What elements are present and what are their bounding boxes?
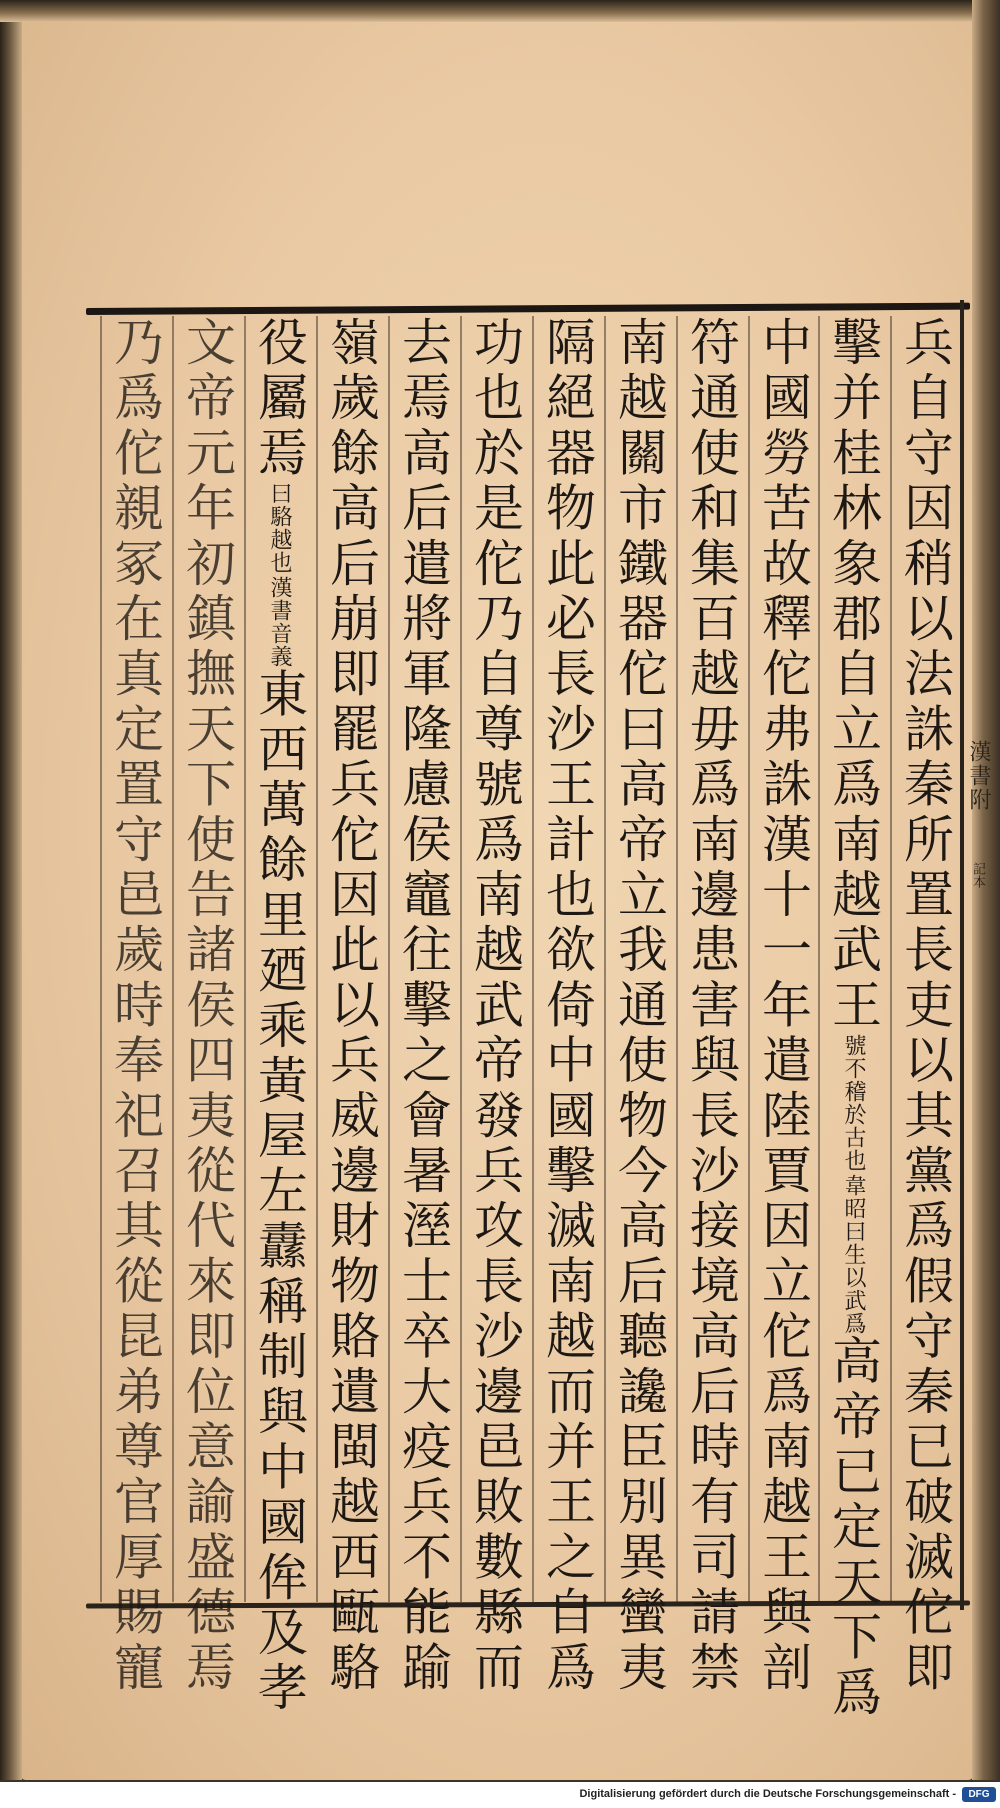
book-spine-edge	[0, 0, 22, 1780]
note-line-left: 曰駱越也	[267, 481, 292, 574]
fold-subtitle: 記本	[970, 862, 985, 888]
text-column-12	[102, 316, 168, 1696]
text-column-3	[750, 316, 816, 1696]
text-column-11	[174, 316, 240, 1696]
column-text: 嶺歲餘高后崩即罷兵佗因此以兵威邊財物賂遺閩越西甌駱	[322, 316, 380, 1696]
note-line-left: 號不稽於古也	[841, 1033, 866, 1172]
column-text: 中國勞苦故釋佗弗誅漢十一年遣陸賈因立佗爲南越王與剖	[754, 316, 812, 1696]
book-top-edge	[0, 0, 1000, 22]
interlinear-note	[264, 482, 294, 668]
frame-right-rule	[960, 300, 964, 1610]
column-text: 隔絕器物此必長沙王計也欲倚中國擊滅南越而并王之自爲	[538, 316, 596, 1696]
text-column-8	[390, 316, 456, 1696]
note-line-right: 韋昭曰生以武爲	[841, 1173, 866, 1335]
column-text-continued: 高帝已定天下爲	[824, 1334, 882, 1722]
column-text-continued: 東西萬餘里廼乘黃屋左纛稱制與中國侔及孝	[250, 667, 308, 1717]
text-column-4	[678, 316, 744, 1696]
interlinear-note	[838, 1034, 868, 1335]
column-text: 文帝元年初鎮撫天下使告諸侯四夷從代來即位意諭盛德焉	[178, 316, 236, 1696]
column-text: 符通使和集百越毋爲南邊患害與長沙接境高后時有司請禁	[682, 316, 740, 1696]
text-column-5	[606, 316, 672, 1696]
column-text: 南越關市鐵器佗曰高帝立我通使物今高后聽讒臣別異蠻夷	[610, 316, 668, 1696]
text-column-6	[534, 316, 600, 1696]
column-text: 乃爲佗親冢在真定置守邑歲時奉祀召其從昆弟尊官厚賜寵	[106, 316, 164, 1696]
column-text: 兵自守因稍以法誅秦所置長吏以其黨爲假守秦已破滅佗即	[896, 316, 954, 1696]
note-line-right: 漢書音義	[267, 575, 292, 668]
page-stack-edge	[972, 0, 1000, 1780]
column-text: 役屬焉	[250, 316, 308, 482]
text-column-10	[246, 316, 312, 1717]
column-text: 去焉高后遣將軍隆慮侯竈往擊之會暑溼士卒大疫兵不能踰	[394, 316, 452, 1696]
text-column-9	[318, 316, 384, 1696]
text-column-1	[892, 316, 958, 1696]
fold-title: 漢書附	[966, 740, 991, 812]
text-column-7	[462, 316, 528, 1696]
digitization-credit: Digitalisierung gefördert durch die Deutsche Forschungsgemeinschaft -	[579, 1788, 956, 1800]
text-column-2	[820, 316, 886, 1722]
column-text: 功也於是佗乃自尊號爲南越武帝發兵攻長沙邊邑敗數縣而	[466, 316, 524, 1696]
dfg-logo: DFG	[962, 1787, 996, 1802]
column-text: 擊并桂林象郡自立爲南越武王	[824, 316, 882, 1034]
